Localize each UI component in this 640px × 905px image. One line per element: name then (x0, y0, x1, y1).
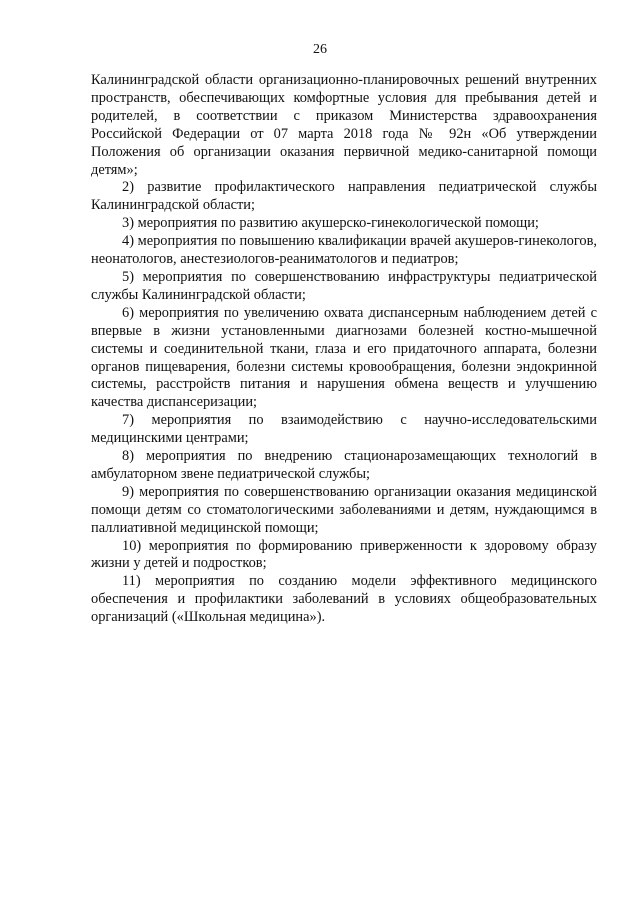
page-number: 26 (313, 42, 327, 57)
paragraph-continuation: Калининградской области организационно-планировочных решений внутренних пространств, обеспечивающих комфортные условия для пребывания детей и родителей, в соответствии с приказом Министерства здравоохранения Российской Федерации от 07 марта 2018 года № 92н «Об утверждении Положения об организации оказания первичной медико-санитарной помощи детям»; (91, 72, 597, 178)
paragraph-item-6: 6) мероприятия по увеличению охвата диспансерным наблюдением детей с впервые в жизни установленными диагнозами болезней костно-мышечной системы и соединительной ткани, глаза и его придаточного аппарата, болезни органов пищеварения, болезни системы кровообращения, болезни эндокринной системы, расстройств питания и нарушения обмена веществ и улучшению качества диспансеризации; (91, 304, 597, 411)
paragraph-item-10: 10) мероприятия по формированию приверженности к здоровому образу жизни у детей и подростков; (91, 537, 597, 572)
paragraph-item-11: 11) мероприятия по созданию модели эффективного медицинского обеспечения и профилактики заболеваний в условиях общеобразовательных организаций («Школьная медицина»). (91, 573, 597, 626)
paragraph-item-3: 3) мероприятия по развитию акушерско-гинекологической помощи; (122, 215, 539, 232)
paragraph-item-8: 8) мероприятия по внедрению стационарозамещающих технологий в амбулаторном звене педиатрической службы; (91, 448, 597, 482)
document-body (91, 72, 597, 627)
paragraph-item-4: 4) мероприятия по повышению квалификации врачей акушеров-гинекологов, неонатологов, анестезиологов-реаниматологов и педиатров; (91, 233, 597, 268)
paragraph-item-7: 7) мероприятия по взаимодействию с научно-исследовательскими медицинскими центрами; (91, 412, 597, 447)
paragraph-item-2: 2) развитие профилактического направления педиатрической службы Калининградской области; (91, 179, 597, 214)
paragraph-item-9: 9) мероприятия по совершенствованию организации оказания медицинской помощи детям со стоматологическими заболеваниями и детям, нуждающимся в паллиативной медицинской помощи; (91, 483, 597, 536)
paragraph-item-5: 5) мероприятия по совершенствованию инфраструктуры педиатрической службы Калининградской области; (91, 268, 597, 303)
